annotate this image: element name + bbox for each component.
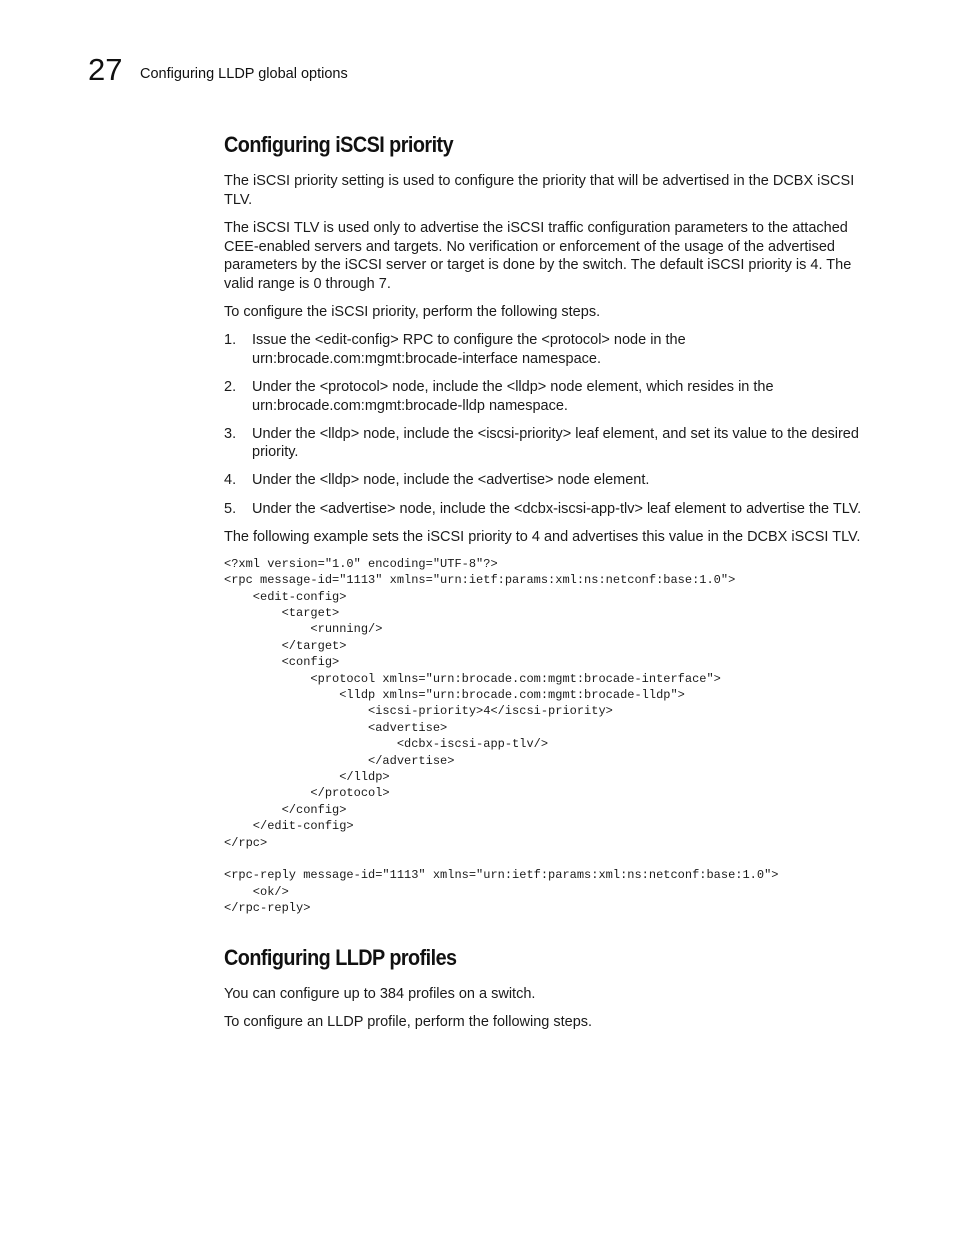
- page-content: [224, 130, 874, 1041]
- paragraph: You can configure up to 384 profiles on a switch.: [224, 985, 536, 1002]
- list-item: [224, 500, 874, 519]
- step-text: Under the <protocol> node, include the <lldp> node element, which resides in the urn:brocade.com:mgmt:brocade-lldp namespace.: [252, 378, 774, 414]
- paragraph: To configure the iSCSI priority, perform the following steps.: [224, 304, 601, 320]
- steps-list: [224, 331, 874, 518]
- step-text: Under the <lldp> node, include the <advertise> node element.: [252, 472, 650, 489]
- step-text: Issue the <edit-config> RPC to configure the <protocol> node in the urn:brocade.com:mgmt:brocade-interface namespace.: [252, 332, 686, 367]
- chapter-title: Configuring LLDP global options: [140, 66, 348, 82]
- list-item: [224, 471, 874, 490]
- code-example: <?xml version="1.0" encoding="UTF-8"?> <rpc message-id="1113" xmlns="urn:ietf:params:xml:ns:netconf:base:1.0"> <edit-config> <target> <running/> </target> <config> <protocol xmlns="urn:brocade.com:mgmt:brocade-interface"> <lldp xmlns="urn:brocade.com:mgmt:brocade-lldp"> <iscsi-priority>4</iscsi-priority> <advertise> <dcbx-iscsi-app-tlv/> </advertise> </lldp> </protocol> </config> </edit-config> </rpc> <rpc-reply message-id="1113" xmlns="urn:ietf:params:xml:ns:netconf:base:1.0"> <ok/> </rpc-reply>: [224, 556, 779, 916]
- step-number: 3.: [224, 425, 237, 442]
- step-number: 2.: [224, 378, 237, 395]
- paragraph: The following example sets the iSCSI priority to 4 and advertises this value in the DCBX iSCSI TLV.: [224, 528, 861, 545]
- paragraph: To configure an LLDP profile, perform the following steps.: [224, 1013, 593, 1030]
- step-text: Under the <advertise> node, include the <dcbx-iscsi-app-tlv> leaf element to advertise the TLV.: [252, 500, 862, 517]
- list-item: [224, 378, 874, 415]
- step-number: 1.: [224, 332, 237, 349]
- step-number: 4.: [224, 472, 237, 489]
- chapter-number: 27: [88, 52, 123, 87]
- paragraph: The iSCSI TLV is used only to advertise the iSCSI traffic configuration parameters to the attached CEE-enabled servers and targets. No verification or enforcement of the usage of the advertised parameters by the iSCSI server or target is done by the switch. The default iSCSI priority is 4. The valid range is 0 through 7.: [224, 219, 852, 292]
- paragraph: The iSCSI priority setting is used to configure the priority that will be advertised in the DCBX iSCSI TLV.: [224, 173, 855, 208]
- step-text: Under the <lldp> node, include the <iscsi-priority> leaf element, and set its value to the desired priority.: [252, 425, 859, 461]
- section-heading-lldp-profiles: Configuring LLDP profiles: [224, 944, 457, 970]
- section-heading-iscsi-priority: Configuring iSCSI priority: [224, 132, 454, 157]
- list-item: [224, 331, 874, 368]
- step-number: 5.: [224, 500, 237, 517]
- list-item: [224, 425, 874, 462]
